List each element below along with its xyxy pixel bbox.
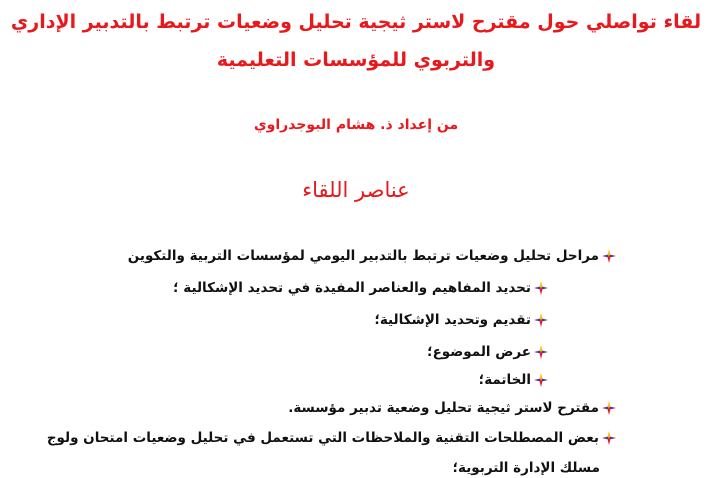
document-title-line-2: والتربوي للمؤسسات التعليمية	[216, 49, 496, 71]
list-item	[128, 246, 616, 266]
list-item-continuation: مسلك الإدارة التربوية؛	[452, 460, 600, 476]
four-point-star-bullet-icon	[534, 345, 548, 359]
four-point-star-bullet-icon	[602, 401, 616, 415]
list-item	[288, 398, 616, 418]
four-point-star-bullet-icon	[602, 431, 616, 445]
document-title-line-1: لقاء تواصلي حول مقترح لاستر ثيجية تحليل وضعيات ترتبط بالتدبير الإداري	[10, 11, 702, 33]
list-item	[479, 370, 548, 390]
list-item-text: تحديد المفاهيم والعناصر المفيدة في تحديد الإشكالية ؛	[173, 280, 531, 296]
list-item	[47, 428, 616, 448]
four-point-star-bullet-icon	[602, 249, 616, 263]
list-item-text: الخاتمة؛	[478, 372, 531, 388]
list-item-text: عرض الموضوع؛	[427, 344, 531, 360]
four-point-star-bullet-icon	[534, 281, 548, 295]
list-item	[173, 278, 548, 298]
section-heading: عناصر اللقاء	[302, 178, 410, 202]
list-item-text: تقديم وتحديد الإشكالية؛	[374, 312, 531, 328]
list-item	[427, 342, 548, 362]
four-point-star-bullet-icon	[534, 373, 548, 387]
list-item-text: مراحل تحليل وضعيات ترتبط بالتدبير اليومي لمؤسسات التربية والتكوين	[127, 248, 599, 264]
author-line: من إعداد ذ. هشام البوجدراوي	[253, 117, 459, 133]
list-item-text: مقترح لاستر ثيجية تحليل وضعية تدبير مؤسسة.	[288, 400, 599, 416]
list-item-text: بعض المصطلحات التقنية والملاحظات التي تستعمل في تحليل وضعيات امتحان ولوج	[46, 430, 599, 446]
four-point-star-bullet-icon	[534, 313, 548, 327]
list-item	[374, 310, 548, 330]
